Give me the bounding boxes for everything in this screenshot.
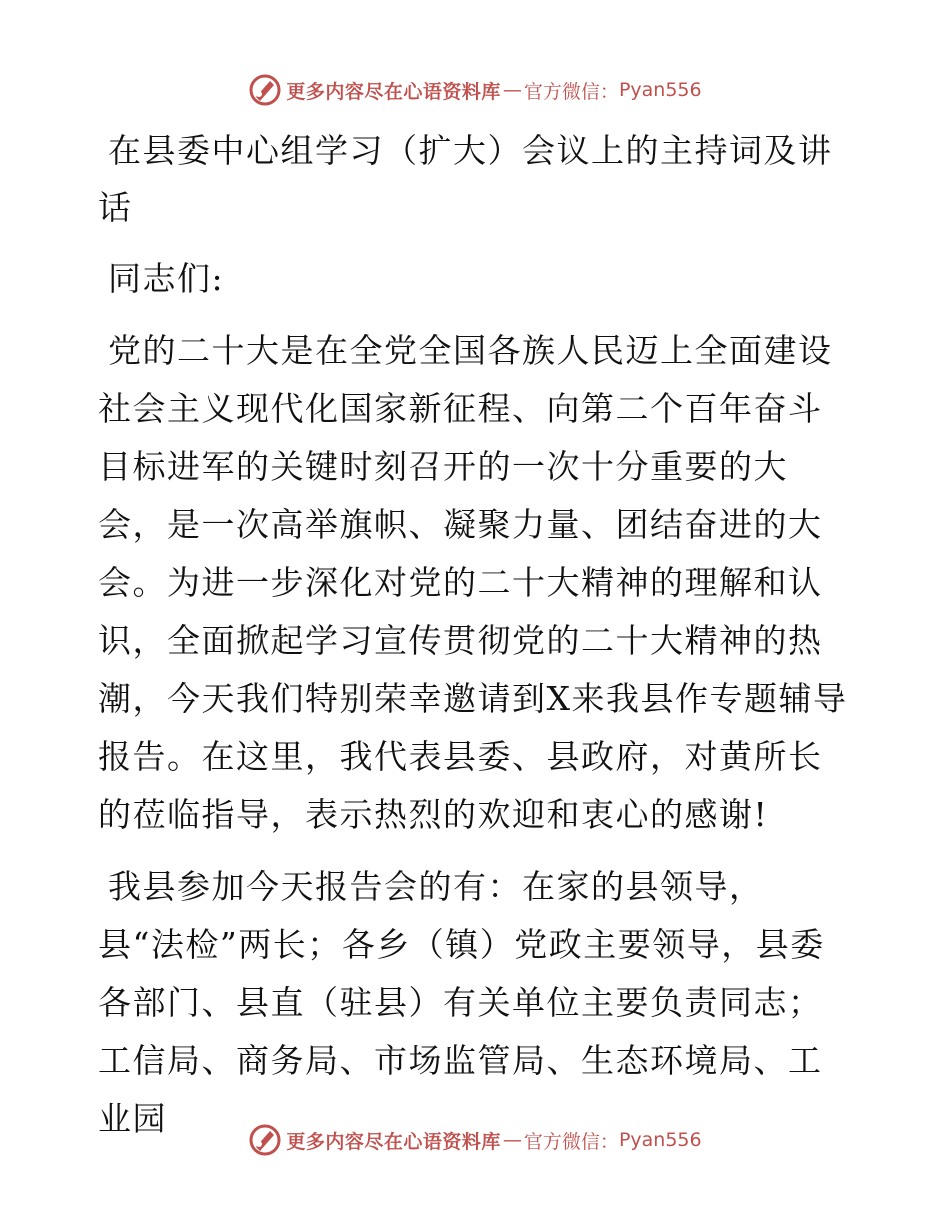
watermark-separator: — (502, 79, 522, 101)
watermark-brand: 更多内容尽在心语资料库 (286, 1130, 501, 1153)
greeting: 同志们: (108, 259, 225, 298)
watermark-official-label: 官方微信： (523, 1130, 619, 1153)
watermark-account: Pyan556 (618, 79, 702, 101)
footer-watermark (0, 1120, 950, 1160)
watermark-separator: — (502, 1129, 522, 1151)
document-body (98, 122, 850, 1162)
paragraph-2-first-line: 我县参加今天报告会的有：在家的县领导， (108, 867, 764, 906)
watermark-official-label: 官方微信： (523, 80, 619, 103)
paragraph-1: 党的二十大是在全党全国各族人民迈上全面建设社会主义现代化国家新征程、向第二个百年奋斗目标进军的关键时刻召开的一次十分重要的大会，是一次高举旗帜、凝聚力量、团结奋进的大会。为进一步深化对党的二十大精神的理解和认识，全面掀起学习宣传贯彻党的二十大精神的热潮，今天我们特别荣幸邀请到X来我县作专题辅导报告。在这里，我代表县委、县政府，对黄所长的莅临指导，表示热烈的欢迎和衷心的感谢! (98, 331, 848, 834)
pen-in-circle-logo-icon (248, 73, 282, 107)
watermark-account: Pyan556 (618, 1129, 702, 1151)
watermark-brand: 更多内容尽在心语资料库 (286, 80, 501, 103)
paragraph-2-continued: 县“法检”两长；各乡（镇）党政主要领导，县委各部门、县直（驻县）有关单位主要负责同志；工信局、商务局、市场监管局、生态环境局、工业园 (98, 925, 825, 1138)
header-watermark (0, 70, 950, 110)
pen-in-circle-logo-icon (248, 1123, 282, 1157)
document-title: 在县委中心组学习（扩大）会议上的主持词及讲话 (98, 131, 833, 227)
